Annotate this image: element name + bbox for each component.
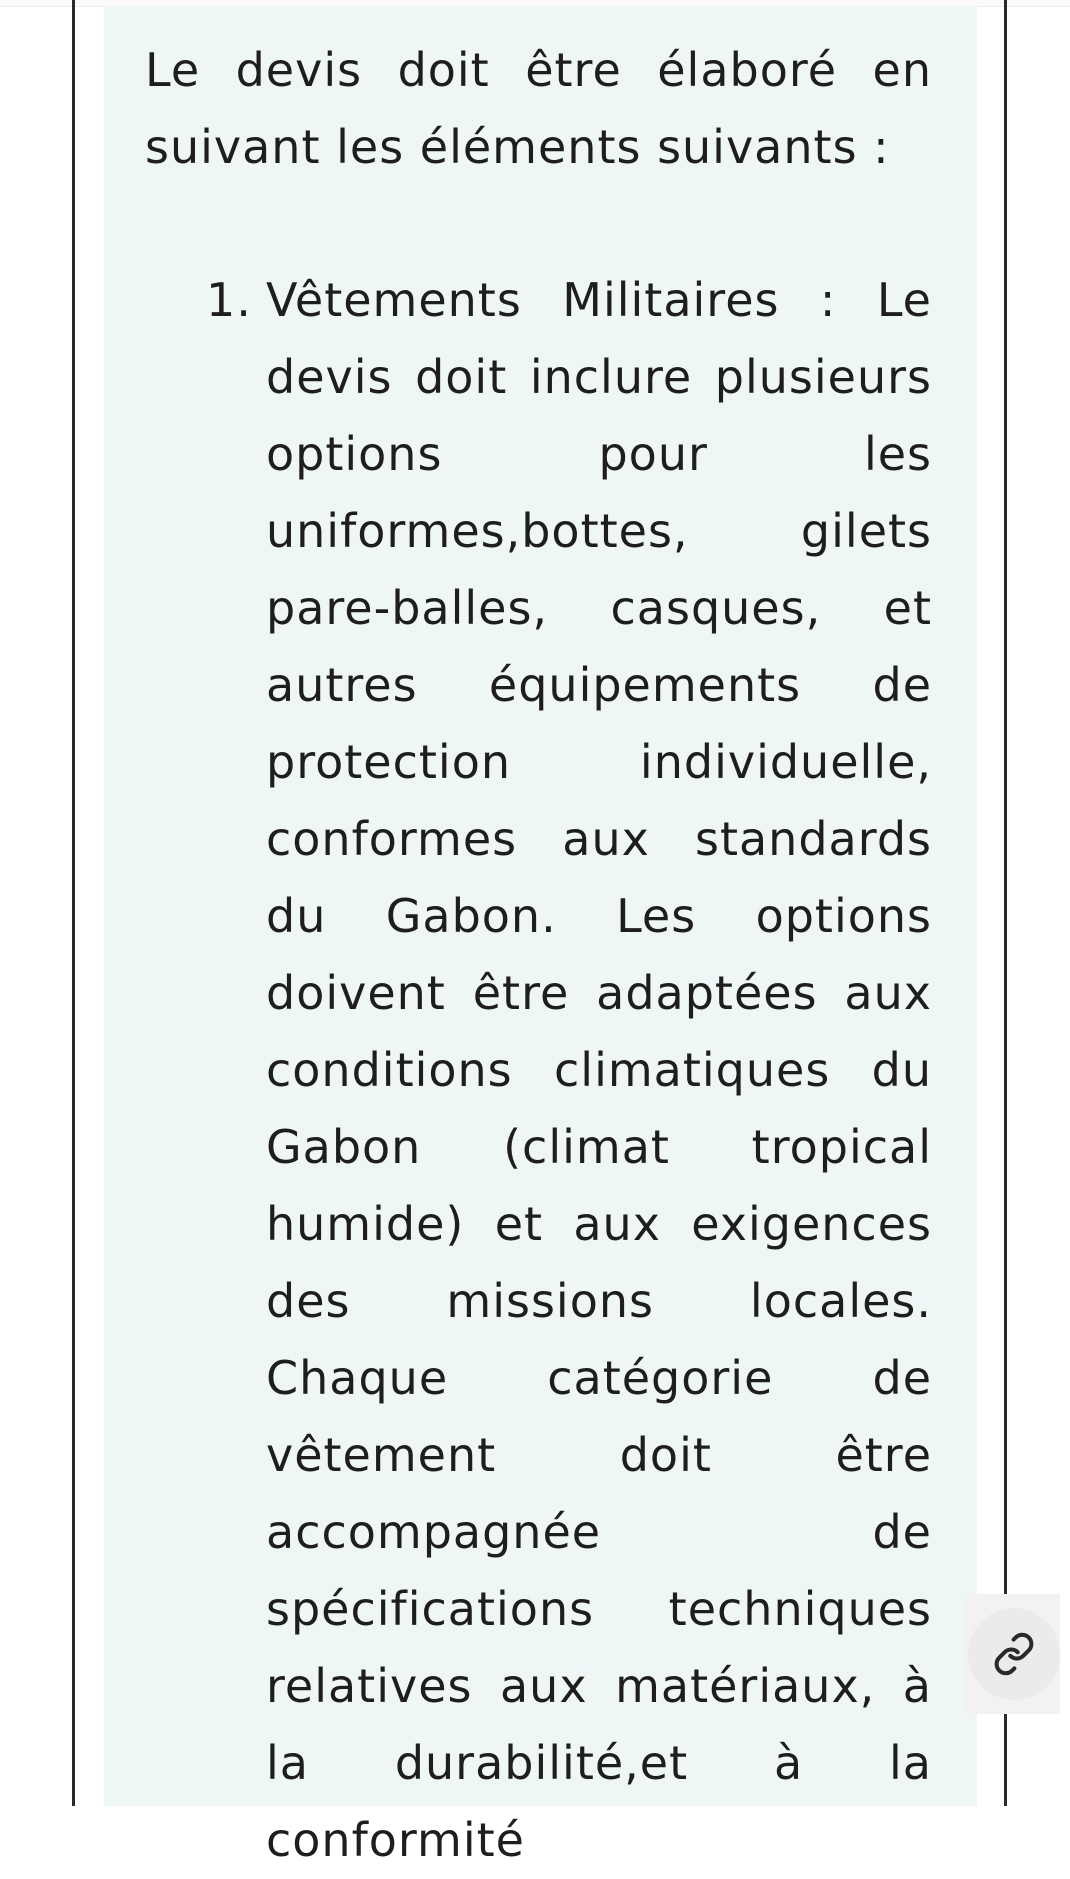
intro-paragraph: Le devis doit être élaboré en suivant les éléments suivants : bbox=[145, 43, 932, 174]
list-item-number: 1. bbox=[206, 273, 252, 327]
link-icon bbox=[992, 1632, 1036, 1676]
list-item bbox=[206, 262, 932, 1879]
list-item-text: Vêtements Militaires : Le devis doit inclure plusieurs options pour les uniformes,bottes, gilets pare-balles, casques, et autres équipements de protection individuelle, conformes aux standards du Gabon. Les options doivent être adaptées aux conditions climatiques du Gabon (climat tropical humide) et aux exigences des missions locales. Chaque catégorie de vêtement doit être accompagnée de spécifications techniques relatives aux matériaux, à la durabilité,et à la conformité bbox=[266, 273, 932, 1867]
link-button-circle[interactable] bbox=[968, 1608, 1060, 1700]
requirements-list bbox=[206, 262, 932, 1879]
copy-link-button[interactable] bbox=[964, 1594, 1060, 1714]
